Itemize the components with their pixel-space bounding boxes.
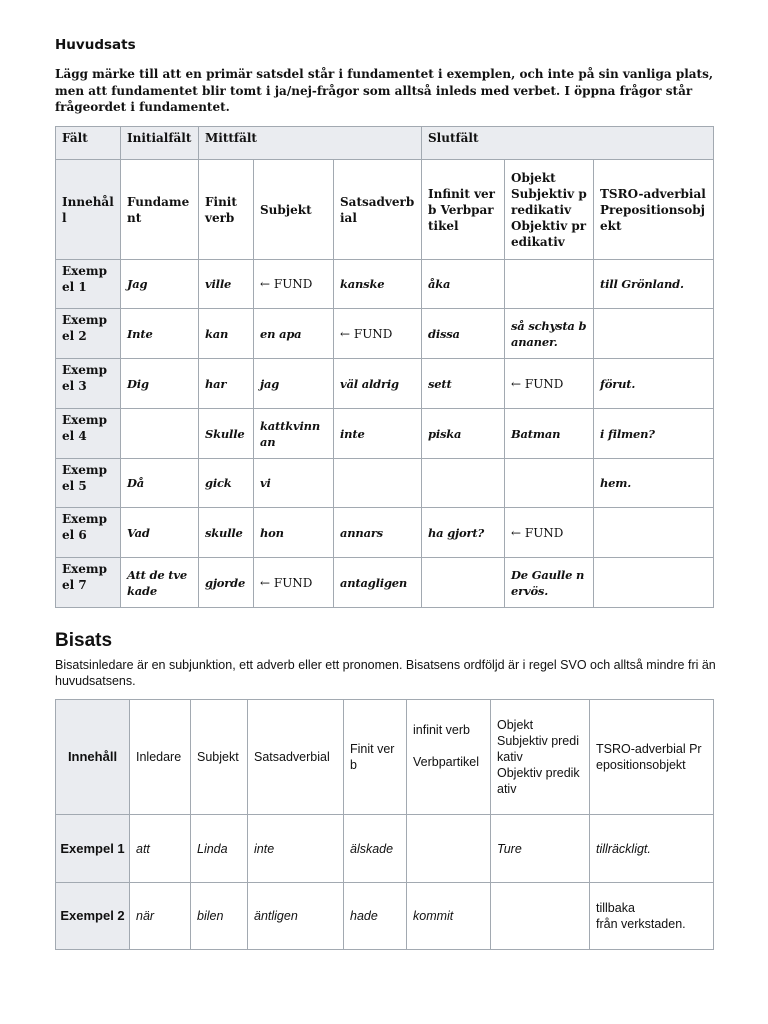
table-cell: ville xyxy=(199,260,254,309)
row-header: Exempel 2 xyxy=(56,309,121,359)
table-cell: när xyxy=(130,883,191,950)
column-header: Objekt Subjektiv predikativ Objektiv predikativ xyxy=(505,160,594,260)
table-cell: åka xyxy=(422,260,505,309)
column-header: Finit verb xyxy=(199,160,254,260)
row-header: Exempel 5 xyxy=(56,459,121,508)
table-cell: ← FUND xyxy=(254,260,334,309)
table-cell: bilen xyxy=(191,883,248,950)
huvudsats-table xyxy=(55,126,714,608)
section-heading-bisats: Bisats xyxy=(55,630,113,651)
table-cell: hem. xyxy=(594,459,714,508)
table-cell: Dig xyxy=(121,359,199,409)
table-row xyxy=(56,883,714,950)
table-cell: sett xyxy=(422,359,505,409)
table-cell: De Gaulle nervös. xyxy=(505,558,594,608)
column-header: Innehåll xyxy=(56,700,130,815)
column-header: Subjekt xyxy=(191,700,248,815)
table-cell: väl aldrig xyxy=(334,359,422,409)
bisats-intro: Bisatsinledare är en subjunktion, ett adverb eller ett pronomen. Bisatsens ordföljd är i regel SVO och alltså mindre fri än huvudsatsens. xyxy=(55,658,716,688)
row-header: Exempel 4 xyxy=(56,409,121,459)
table-cell: hon xyxy=(254,508,334,558)
column-header: Satsadverbial xyxy=(248,700,344,815)
table-cell: Skulle xyxy=(199,409,254,459)
table-cell xyxy=(491,883,590,950)
huvudsats-intro: Lägg märke till att en primär satsdel står i fundamentet i exemplen, och inte på sin vanliga plats, men att fundamentet blir tomt i ja/nej-frågor som alltså inleds med verbet. I öppna frågor står frågeordet i fundamentet. xyxy=(55,67,714,114)
table-row xyxy=(56,359,714,409)
field-slutfalt: Slutfält xyxy=(422,127,714,160)
table-cell: i filmen? xyxy=(594,409,714,459)
table-cell: tillräckligt. xyxy=(590,815,714,883)
column-header: Innehåll xyxy=(56,160,121,260)
column-header: Inledare xyxy=(130,700,191,815)
table-cell: dissa xyxy=(422,309,505,359)
table-cell: ← FUND xyxy=(505,508,594,558)
column-header: infinit verb Verbpartikel xyxy=(407,700,491,815)
table-cell xyxy=(407,815,491,883)
table-cell: inte xyxy=(248,815,344,883)
field-initialfalt: Initialfält xyxy=(121,127,199,160)
table-cell: en apa xyxy=(254,309,334,359)
row-header: Exempel 2 xyxy=(56,883,130,950)
table-cell xyxy=(505,260,594,309)
column-header: TSRO-adverbial Prepositionsobjekt xyxy=(594,160,714,260)
table-cell: Inte xyxy=(121,309,199,359)
table-cell: antagligen xyxy=(334,558,422,608)
table-cell xyxy=(594,558,714,608)
table-cell: piska xyxy=(422,409,505,459)
table-cell: har xyxy=(199,359,254,409)
table-cell: kan xyxy=(199,309,254,359)
table-cell xyxy=(422,459,505,508)
column-header: Finit verb xyxy=(344,700,407,815)
table-cell: hade xyxy=(344,883,407,950)
table-cell: skulle xyxy=(199,508,254,558)
table-row xyxy=(56,508,714,558)
table-cell: gjorde xyxy=(199,558,254,608)
table-cell: Då xyxy=(121,459,199,508)
table-cell: vi xyxy=(254,459,334,508)
table-cell: förut. xyxy=(594,359,714,409)
table-row xyxy=(56,558,714,608)
bisats-table xyxy=(55,699,714,950)
table-cell: Linda xyxy=(191,815,248,883)
table-cell: annars xyxy=(334,508,422,558)
column-header: Objekt Subjektiv predikativ Objektiv predikativ xyxy=(491,700,590,815)
table-cell: tillbaka från verkstaden. xyxy=(590,883,714,950)
table-cell: till Grönland. xyxy=(594,260,714,309)
row-header: Exempel 1 xyxy=(56,260,121,309)
table-cell: ← FUND xyxy=(334,309,422,359)
section-heading-huvudsats: Huvudsats xyxy=(55,37,136,53)
column-header: TSRO-adverbial Prepositionsobjekt xyxy=(590,700,714,815)
table-row xyxy=(56,459,714,508)
table-cell: gick xyxy=(199,459,254,508)
table-row xyxy=(56,815,714,883)
table-row xyxy=(56,309,714,359)
table-row xyxy=(56,260,714,309)
table-cell: Ture xyxy=(491,815,590,883)
table-cell: jag xyxy=(254,359,334,409)
column-header: Subjekt xyxy=(254,160,334,260)
table-cell xyxy=(594,309,714,359)
field-mittfalt: Mittfält xyxy=(199,127,422,160)
table-cell: ← FUND xyxy=(254,558,334,608)
column-header: Infinit verb Verbpartikel xyxy=(422,160,505,260)
table-cell xyxy=(594,508,714,558)
table-cell: att xyxy=(130,815,191,883)
table-cell xyxy=(121,409,199,459)
row-header: Exempel 1 xyxy=(56,815,130,883)
table-cell: ← FUND xyxy=(505,359,594,409)
table-cell: Jag xyxy=(121,260,199,309)
table-cell: kommit xyxy=(407,883,491,950)
table-cell xyxy=(334,459,422,508)
table-cell: inte xyxy=(334,409,422,459)
table-cell: älskade xyxy=(344,815,407,883)
table-cell: Att de tvekade xyxy=(121,558,199,608)
table-cell: ha gjort? xyxy=(422,508,505,558)
table-cell: så schysta bananer. xyxy=(505,309,594,359)
row-header: Exempel 3 xyxy=(56,359,121,409)
column-header: Fundament xyxy=(121,160,199,260)
table-cell: kattkvinnan xyxy=(254,409,334,459)
row-header: Exempel 6 xyxy=(56,508,121,558)
table-cell: Vad xyxy=(121,508,199,558)
table-cell: äntligen xyxy=(248,883,344,950)
table-cell: Batman xyxy=(505,409,594,459)
table-row xyxy=(56,409,714,459)
field-header: Fält xyxy=(56,127,121,160)
table-cell: kanske xyxy=(334,260,422,309)
table-cell xyxy=(422,558,505,608)
table-cell xyxy=(505,459,594,508)
row-header: Exempel 7 xyxy=(56,558,121,608)
column-header: Satsadverbial xyxy=(334,160,422,260)
